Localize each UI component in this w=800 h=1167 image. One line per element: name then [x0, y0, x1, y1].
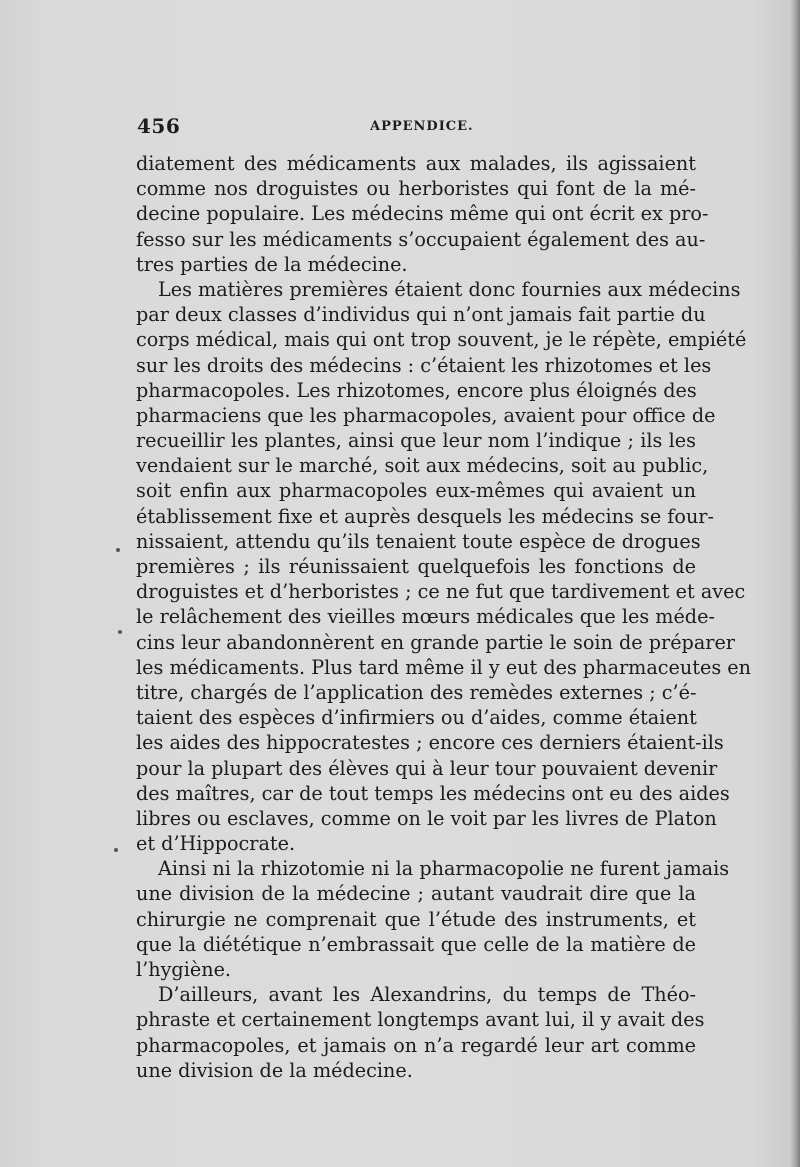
text-line: cins leur abandonnèrent en grande partie le soin de préparer	[136, 630, 735, 654]
page-number: 456	[137, 114, 181, 138]
text-line: par deux classes d’individus qui n’ont jamais fait partie du	[136, 303, 706, 327]
text-line: et d’Hippocrate.	[136, 832, 296, 856]
text-line: une division de la médecine.	[136, 1058, 413, 1082]
text-line: pharmaciens que les pharmacopoles, avaient pour office de	[136, 403, 716, 427]
text-line: nissaient, attendu qu’ils tenaient toute espèce de drogues	[136, 529, 701, 553]
text-line: diatement des médicaments aux malades, ils agissaient	[136, 152, 696, 175]
text-line: pharmacopoles, et jamais on n’a regardé leur art comme	[136, 1033, 696, 1057]
text-line: pharmacopoles. Les rhizotomes, encore plus éloignés des	[136, 378, 697, 402]
text-line: premières ; ils réunissaient quelquefois les fonctions de	[136, 555, 696, 578]
body-text	[136, 151, 751, 1083]
text-line: des maîtres, car de tout temps les médecins ont eu des aides	[136, 781, 730, 805]
text-line: Ainsi ni la rhizotomie ni la pharmacopolie ne furent jamais	[158, 857, 730, 881]
text-line: établissement fixe et auprès desquels les médecins se four-	[136, 504, 714, 528]
text-line: droguistes et d’herboristes ; ce ne fut que tardivement et avec	[136, 580, 746, 604]
text-line: les aides des hippocratestes ; encore ces derniers étaient-ils	[136, 731, 724, 755]
text-line: recueillir les plantes, ainsi que leur nom l’indique ; ils les	[136, 429, 696, 453]
text-line: le relâchement des vieilles mœurs médicales que les méde-	[136, 605, 715, 629]
text-line: Les matières premières étaient donc fournies aux médecins	[158, 277, 741, 301]
margin-speck	[116, 548, 120, 552]
text-line: soit enfin aux pharmacopoles eux-mêmes qui avaient un	[136, 479, 696, 503]
text-line: corps médical, mais qui ont trop souvent, je le répète, empiété	[136, 328, 747, 352]
text-line: une division de la médecine ; autant vaudrait dire que la	[136, 882, 696, 906]
text-line: fesso sur les médicaments s’occupaient également des au-	[136, 227, 706, 251]
page-header	[137, 114, 695, 142]
text-line: pour la plupart des élèves qui à leur tour pouvaient devenir	[136, 756, 718, 780]
text-line: chirurgie ne comprenait que l’étude des instruments, et	[136, 907, 696, 931]
text-line: decine populaire. Les médecins même qui ont écrit ex pro-	[136, 202, 709, 226]
page-gutter-shadow	[790, 0, 800, 1167]
text-line: phraste et certainement longtemps avant lui, il y avait des	[136, 1008, 705, 1032]
text-line: vendaient sur le marché, soit aux médecins, soit au public,	[136, 454, 709, 478]
text-line: libres ou esclaves, comme on le voit par les livres de Platon	[136, 806, 717, 830]
text-line: que la diététique n’embrassait que celle de la matière de	[136, 932, 696, 956]
text-line: titre, chargés de l’application des remèdes externes ; c’é-	[136, 680, 697, 704]
text-line: comme nos droguistes ou herboristes qui font de la mé-	[136, 177, 696, 201]
text-line: tres parties de la médecine.	[136, 252, 408, 276]
running-title: APPENDICE.	[370, 119, 474, 134]
text-line: D’ailleurs, avant les Alexandrins, du temps de Théo-	[158, 983, 696, 1007]
text-line: sur les droits des médecins : c’étaient les rhizotomes et les	[136, 353, 712, 377]
margin-speck	[114, 848, 118, 852]
margin-speck	[118, 630, 122, 634]
text-line: les médicaments. Plus tard même il y eut des pharmaceutes en	[136, 655, 751, 679]
text-line: taient des espèces d’infirmiers ou d’aides, comme étaient	[136, 706, 697, 730]
text-line: l’hygiène.	[136, 958, 232, 981]
